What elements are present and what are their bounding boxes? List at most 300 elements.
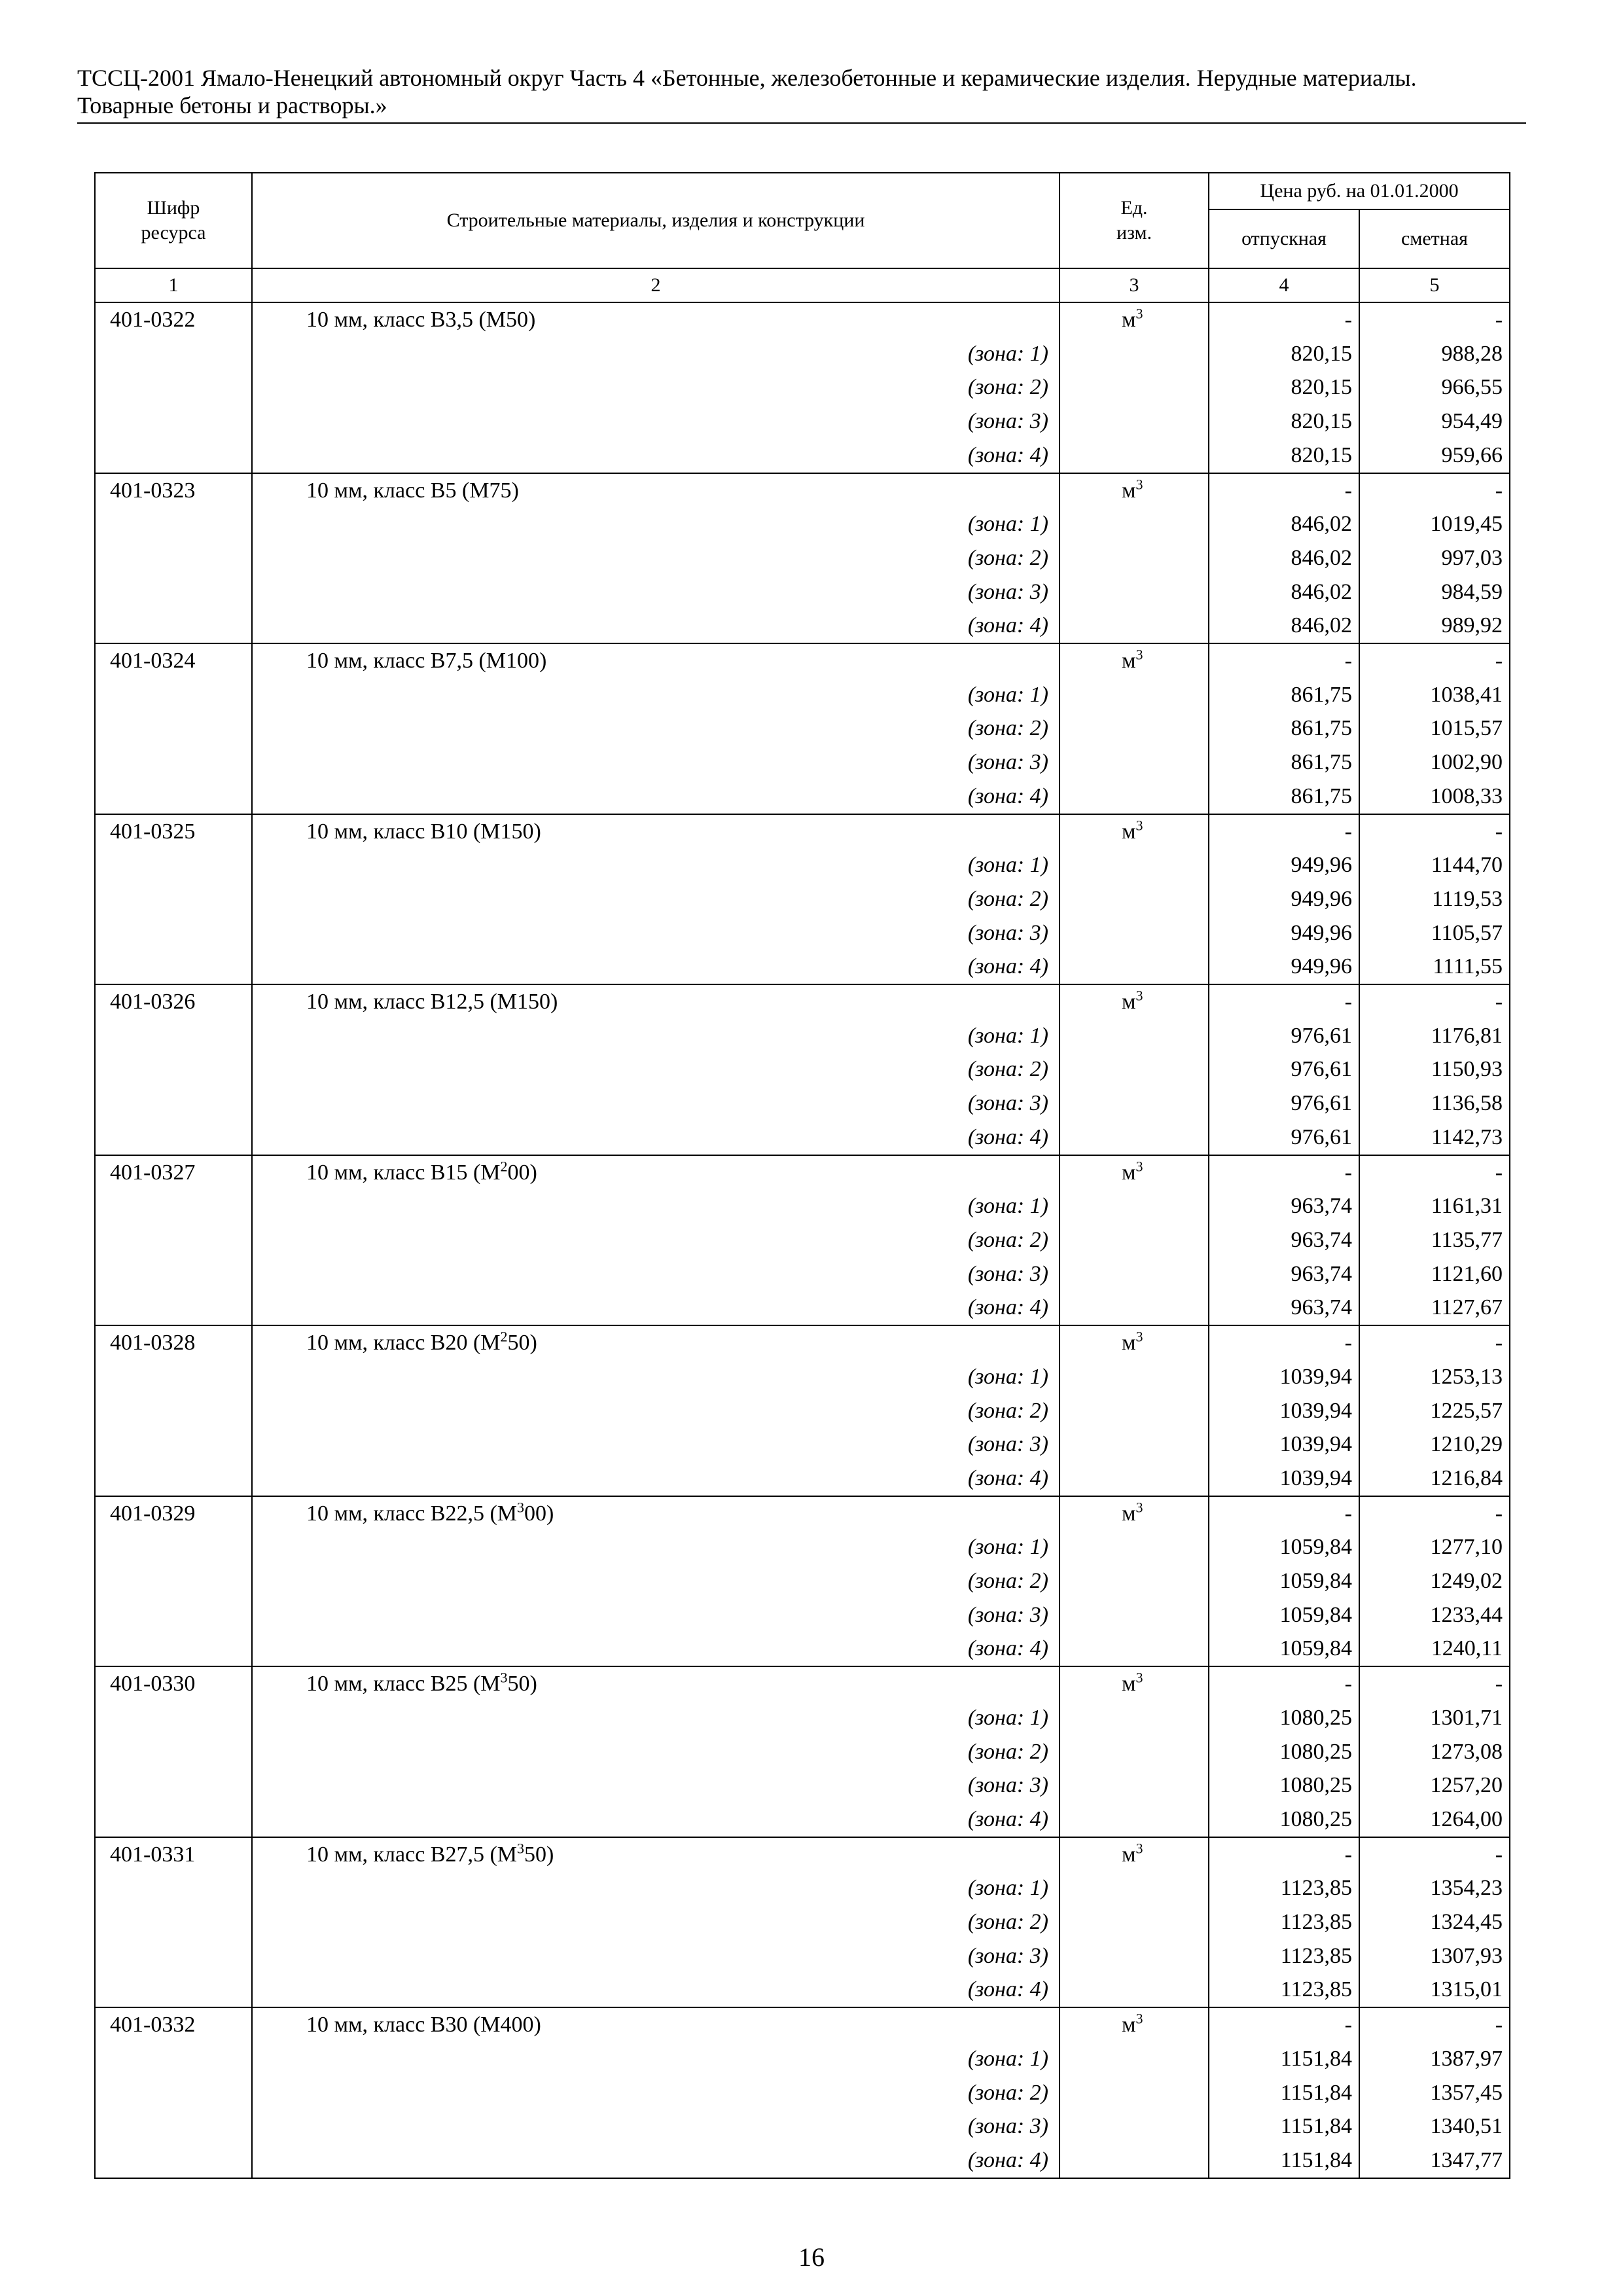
unit-cell: [1060, 984, 1209, 1019]
unit-empty: [1060, 337, 1209, 371]
unit-empty: [1060, 1973, 1209, 2007]
release-price: 1151,84: [1209, 2144, 1359, 2178]
zone-row: [95, 1121, 1510, 1155]
release-price: 1151,84: [1209, 2076, 1359, 2110]
release-price: 820,15: [1209, 439, 1359, 473]
resource-code-empty: [95, 1598, 252, 1632]
material-name: [252, 1837, 1060, 1872]
material-name-part: 50): [507, 1331, 537, 1355]
estimate-price: 1119,53: [1359, 882, 1510, 916]
zone-label: (зона: 2): [252, 1223, 1060, 1257]
zone-label: (зона: 3): [252, 575, 1060, 609]
release-price: 949,96: [1209, 950, 1359, 984]
zone-row: [95, 1086, 1510, 1121]
estimate-price: -: [1359, 1666, 1510, 1701]
zone-label: (зона: 3): [252, 1257, 1060, 1291]
resource-code: 401-0332: [95, 2007, 252, 2042]
zone-row: [95, 609, 1510, 643]
header-code-line2: ресурса: [141, 222, 206, 243]
zone-label: (зона: 2): [252, 1394, 1060, 1428]
material-name: 10 мм, класс В7,5 (М100): [252, 643, 1060, 678]
unit-empty: [1060, 1394, 1209, 1428]
zone-label: (зона: 4): [252, 780, 1060, 814]
release-price: -: [1209, 643, 1359, 678]
zone-row: [95, 1019, 1510, 1053]
zone-label: (зона: 2): [252, 1052, 1060, 1086]
zone-row: [95, 2109, 1510, 2144]
estimate-price: -: [1359, 1496, 1510, 1531]
release-price: 949,96: [1209, 848, 1359, 882]
release-price: 963,74: [1209, 1257, 1359, 1291]
estimate-price: 1354,23: [1359, 1871, 1510, 1905]
resource-code-empty: [95, 1360, 252, 1394]
unit-superscript: 3: [1135, 2010, 1143, 2027]
zone-row: [95, 2042, 1510, 2076]
resource-code-empty: [95, 1939, 252, 1973]
estimate-price: -: [1359, 302, 1510, 337]
zone-row: [95, 678, 1510, 712]
release-price: -: [1209, 2007, 1359, 2042]
resource-code: 401-0322: [95, 302, 252, 337]
resource-code: 401-0328: [95, 1325, 252, 1360]
unit-superscript: 3: [1135, 1158, 1143, 1175]
release-price: 820,15: [1209, 337, 1359, 371]
zone-row: [95, 1905, 1510, 1939]
table-row: [95, 643, 1510, 678]
zone-row: [95, 541, 1510, 575]
release-price: 861,75: [1209, 678, 1359, 712]
release-price: 1151,84: [1209, 2109, 1359, 2144]
resource-code: 401-0329: [95, 1496, 252, 1531]
resource-code-empty: [95, 1701, 252, 1735]
unit-empty: [1060, 1427, 1209, 1462]
resource-code-empty: [95, 1462, 252, 1496]
release-price: 846,02: [1209, 507, 1359, 541]
zone-row: [95, 337, 1510, 371]
zone-label: (зона: 2): [252, 541, 1060, 575]
release-price: 1123,85: [1209, 1871, 1359, 1905]
estimate-price: -: [1359, 984, 1510, 1019]
unit-cell: [1060, 473, 1209, 508]
estimate-price: 1240,11: [1359, 1632, 1510, 1666]
release-price: 949,96: [1209, 882, 1359, 916]
release-price: -: [1209, 814, 1359, 849]
unit-cell: [1060, 302, 1209, 337]
zone-row: [95, 1598, 1510, 1632]
resource-code-empty: [95, 1257, 252, 1291]
zone-label: (зона: 3): [252, 1598, 1060, 1632]
release-price: 976,61: [1209, 1121, 1359, 1155]
estimate-price: 1233,44: [1359, 1598, 1510, 1632]
table-row: [95, 473, 1510, 508]
zone-label: (зона: 4): [252, 1462, 1060, 1496]
release-price: 1080,25: [1209, 1735, 1359, 1769]
estimate-price: 1249,02: [1359, 1564, 1510, 1598]
table-row: [95, 1496, 1510, 1531]
zone-row: [95, 1871, 1510, 1905]
unit-empty: [1060, 1291, 1209, 1325]
resource-code-empty: [95, 950, 252, 984]
resource-code-empty: [95, 1735, 252, 1769]
release-price: 861,75: [1209, 711, 1359, 745]
resource-code-empty: [95, 1019, 252, 1053]
zone-label: (зона: 4): [252, 1973, 1060, 2007]
table-row: [95, 302, 1510, 337]
release-price: 1039,94: [1209, 1394, 1359, 1428]
zone-row: [95, 1462, 1510, 1496]
resource-code: 401-0323: [95, 473, 252, 508]
estimate-price: -: [1359, 2007, 1510, 2042]
release-price: -: [1209, 1496, 1359, 1531]
resource-code-empty: [95, 1223, 252, 1257]
zone-row: [95, 404, 1510, 439]
table-row: [95, 1325, 1510, 1360]
resource-code-empty: [95, 1121, 252, 1155]
resource-code-empty: [95, 609, 252, 643]
unit-empty: [1060, 2109, 1209, 2144]
unit-empty: [1060, 1121, 1209, 1155]
unit-value: м: [1122, 1331, 1136, 1355]
zone-row: [95, 780, 1510, 814]
unit-cell: [1060, 1496, 1209, 1531]
zone-row: [95, 1803, 1510, 1837]
release-price: 846,02: [1209, 541, 1359, 575]
zone-row: [95, 1973, 1510, 2007]
material-name-part: 00): [524, 1501, 554, 1526]
release-price: 963,74: [1209, 1291, 1359, 1325]
release-price: 1039,94: [1209, 1427, 1359, 1462]
header-release: отпускная: [1209, 209, 1359, 268]
document-header: [77, 64, 1526, 119]
unit-superscript: 3: [1135, 305, 1143, 322]
unit-empty: [1060, 404, 1209, 439]
unit-empty: [1060, 745, 1209, 780]
estimate-price: 1301,71: [1359, 1701, 1510, 1735]
estimate-price: 1210,29: [1359, 1427, 1510, 1462]
estimate-price: 954,49: [1359, 404, 1510, 439]
unit-empty: [1060, 2144, 1209, 2178]
zone-label: (зона: 3): [252, 1427, 1060, 1462]
unit-empty: [1060, 1564, 1209, 1598]
unit-value: м: [1122, 308, 1136, 332]
estimate-price: 997,03: [1359, 541, 1510, 575]
material-name: [252, 1496, 1060, 1531]
estimate-price: 1105,57: [1359, 916, 1510, 950]
release-price: 1123,85: [1209, 1973, 1359, 2007]
header-rule: [77, 122, 1526, 124]
unit-empty: [1060, 507, 1209, 541]
zone-label: (зона: 4): [252, 2144, 1060, 2178]
unit-empty: [1060, 1086, 1209, 1121]
estimate-price: 1257,20: [1359, 1768, 1510, 1803]
estimate-price: 1273,08: [1359, 1735, 1510, 1769]
release-price: 1059,84: [1209, 1564, 1359, 1598]
unit-empty: [1060, 950, 1209, 984]
unit-value: м: [1122, 819, 1136, 844]
material-name: [252, 1325, 1060, 1360]
material-name: 10 мм, класс В12,5 (М150): [252, 984, 1060, 1019]
unit-empty: [1060, 780, 1209, 814]
material-name: [252, 1666, 1060, 1701]
zone-label: (зона: 3): [252, 745, 1060, 780]
unit-value: м: [1122, 1160, 1136, 1185]
release-price: -: [1209, 1666, 1359, 1701]
material-name-part: 10 мм, класс В25 (М: [306, 1672, 501, 1696]
release-price: 1080,25: [1209, 1701, 1359, 1735]
unit-superscript: 3: [1135, 646, 1143, 663]
unit-empty: [1060, 1701, 1209, 1735]
table-row: [95, 1666, 1510, 1701]
header-unit-line2: изм.: [1116, 222, 1152, 243]
release-price: -: [1209, 984, 1359, 1019]
zone-label: (зона: 1): [252, 1360, 1060, 1394]
header-estimate: сметная: [1359, 209, 1510, 268]
zone-label: (зона: 2): [252, 1905, 1060, 1939]
zone-label: (зона: 1): [252, 2042, 1060, 2076]
unit-empty: [1060, 916, 1209, 950]
material-name-superscript: 3: [500, 1669, 508, 1686]
resource-code-empty: [95, 1871, 252, 1905]
unit-cell: [1060, 643, 1209, 678]
unit-empty: [1060, 1019, 1209, 1053]
zone-label: (зона: 3): [252, 1086, 1060, 1121]
resource-code-empty: [95, 1803, 252, 1837]
release-price: 846,02: [1209, 575, 1359, 609]
resource-code-empty: [95, 2076, 252, 2110]
zone-label: (зона: 4): [252, 950, 1060, 984]
release-price: 846,02: [1209, 609, 1359, 643]
resource-code-empty: [95, 1530, 252, 1564]
estimate-price: 1216,84: [1359, 1462, 1510, 1496]
column-number: 1: [95, 268, 252, 302]
zone-label: (зона: 1): [252, 1871, 1060, 1905]
zone-label: (зона: 3): [252, 404, 1060, 439]
resource-code: 401-0326: [95, 984, 252, 1019]
resource-code-empty: [95, 337, 252, 371]
estimate-price: 1176,81: [1359, 1019, 1510, 1053]
zone-row: [95, 1939, 1510, 1973]
estimate-price: 1264,00: [1359, 1803, 1510, 1837]
unit-cell: [1060, 2007, 1209, 2042]
estimate-price: 1142,73: [1359, 1121, 1510, 1155]
header-name: Строительные материалы, изделия и конструкции: [252, 173, 1060, 268]
unit-superscript: 3: [1135, 1328, 1143, 1345]
zone-label: (зона: 4): [252, 609, 1060, 643]
estimate-price: 1253,13: [1359, 1360, 1510, 1394]
column-number: 4: [1209, 268, 1359, 302]
unit-empty: [1060, 1905, 1209, 1939]
material-name: 10 мм, класс В30 (М400): [252, 2007, 1060, 2042]
zone-label: (зона: 4): [252, 1632, 1060, 1666]
table-row: [95, 984, 1510, 1019]
unit-empty: [1060, 711, 1209, 745]
unit-cell: [1060, 1666, 1209, 1701]
material-name: 10 мм, класс В3,5 (М50): [252, 302, 1060, 337]
estimate-price: 1008,33: [1359, 780, 1510, 814]
estimate-price: 984,59: [1359, 575, 1510, 609]
table-row: [95, 1155, 1510, 1190]
material-name-part: 00): [507, 1160, 537, 1185]
zone-label: (зона: 1): [252, 1019, 1060, 1053]
release-price: -: [1209, 302, 1359, 337]
zone-row: [95, 1530, 1510, 1564]
release-price: 976,61: [1209, 1019, 1359, 1053]
resource-code-empty: [95, 1086, 252, 1121]
zone-label: (зона: 1): [252, 1701, 1060, 1735]
zone-label: (зона: 3): [252, 916, 1060, 950]
material-name: 10 мм, класс В10 (М150): [252, 814, 1060, 849]
estimate-price: -: [1359, 814, 1510, 849]
zone-label: (зона: 4): [252, 1803, 1060, 1837]
column-number: 3: [1060, 268, 1209, 302]
zone-label: (зона: 1): [252, 507, 1060, 541]
resource-code-empty: [95, 541, 252, 575]
estimate-price: -: [1359, 1155, 1510, 1190]
release-price: 1039,94: [1209, 1360, 1359, 1394]
release-price: 820,15: [1209, 404, 1359, 439]
unit-value: м: [1122, 1672, 1136, 1696]
resource-code-empty: [95, 1632, 252, 1666]
unit-superscript: 3: [1135, 987, 1143, 1004]
unit-value: м: [1122, 478, 1136, 503]
resource-code: 401-0330: [95, 1666, 252, 1701]
release-price: 1151,84: [1209, 2042, 1359, 2076]
unit-empty: [1060, 1462, 1209, 1496]
material-name-part: 10 мм, класс В27,5 (М: [306, 1842, 518, 1867]
release-price: 861,75: [1209, 780, 1359, 814]
zone-row: [95, 1701, 1510, 1735]
estimate-price: 1002,90: [1359, 745, 1510, 780]
unit-empty: [1060, 882, 1209, 916]
estimate-price: 1347,77: [1359, 2144, 1510, 2178]
estimate-price: 1340,51: [1359, 2109, 1510, 2144]
resource-code-empty: [95, 1291, 252, 1325]
zone-label: (зона: 1): [252, 848, 1060, 882]
unit-superscript: 3: [1135, 1669, 1143, 1686]
resource-code-empty: [95, 1768, 252, 1803]
resource-code-empty: [95, 848, 252, 882]
header-line-1: ТССЦ-2001 Ямало-Ненецкий автономный округ Часть 4 «Бетонные, железобетонные и керамические изделия. Нерудные материалы.: [77, 65, 1417, 91]
unit-empty: [1060, 1360, 1209, 1394]
release-price: 1080,25: [1209, 1768, 1359, 1803]
resource-code: 401-0331: [95, 1837, 252, 1872]
unit-empty: [1060, 1871, 1209, 1905]
resource-code-empty: [95, 916, 252, 950]
unit-empty: [1060, 1189, 1209, 1223]
resource-code-empty: [95, 1394, 252, 1428]
unit-empty: [1060, 541, 1209, 575]
zone-row: [95, 1768, 1510, 1803]
unit-value: м: [1122, 1501, 1136, 1526]
zone-row: [95, 2076, 1510, 2110]
unit-cell: [1060, 814, 1209, 849]
resource-code-empty: [95, 575, 252, 609]
zone-row: [95, 1735, 1510, 1769]
unit-empty: [1060, 2042, 1209, 2076]
estimate-price: 966,55: [1359, 370, 1510, 404]
unit-empty: [1060, 1803, 1209, 1837]
estimate-price: 1315,01: [1359, 1973, 1510, 2007]
resource-code-empty: [95, 882, 252, 916]
estimate-price: 1135,77: [1359, 1223, 1510, 1257]
zone-row: [95, 507, 1510, 541]
release-price: 861,75: [1209, 745, 1359, 780]
zone-row: [95, 1427, 1510, 1462]
release-price: 963,74: [1209, 1189, 1359, 1223]
table-row: [95, 814, 1510, 849]
zone-label: (зона: 2): [252, 711, 1060, 745]
resource-code: 401-0327: [95, 1155, 252, 1190]
estimate-price: 1150,93: [1359, 1052, 1510, 1086]
unit-cell: [1060, 1155, 1209, 1190]
resource-code-empty: [95, 2109, 252, 2144]
material-name-superscript: 2: [500, 1158, 508, 1175]
unit-empty: [1060, 1939, 1209, 1973]
resource-code-empty: [95, 711, 252, 745]
zone-row: [95, 1632, 1510, 1666]
unit-empty: [1060, 1735, 1209, 1769]
unit-superscript: 3: [1135, 1499, 1143, 1516]
header-unit: [1060, 173, 1209, 268]
release-price: 963,74: [1209, 1223, 1359, 1257]
unit-empty: [1060, 1257, 1209, 1291]
resource-code-empty: [95, 1189, 252, 1223]
estimate-price: 1121,60: [1359, 1257, 1510, 1291]
unit-empty: [1060, 848, 1209, 882]
zone-row: [95, 1564, 1510, 1598]
zone-row: [95, 1052, 1510, 1086]
resource-code-empty: [95, 370, 252, 404]
zone-label: (зона: 1): [252, 337, 1060, 371]
unit-superscript: 3: [1135, 817, 1143, 834]
header-code-line1: Шифр: [147, 197, 200, 219]
unit-empty: [1060, 575, 1209, 609]
material-name-part: 10 мм, класс В15 (М: [306, 1160, 501, 1185]
resource-code: 401-0325: [95, 814, 252, 849]
zone-label: (зона: 2): [252, 2076, 1060, 2110]
resource-code-empty: [95, 2144, 252, 2178]
estimate-price: 1161,31: [1359, 1189, 1510, 1223]
estimate-price: 989,92: [1359, 609, 1510, 643]
unit-value: м: [1122, 2013, 1136, 2037]
zone-row: [95, 916, 1510, 950]
release-price: 1059,84: [1209, 1632, 1359, 1666]
estimate-price: 988,28: [1359, 337, 1510, 371]
estimate-price: 1307,93: [1359, 1939, 1510, 1973]
zone-label: (зона: 2): [252, 370, 1060, 404]
table-row: [95, 2007, 1510, 2042]
material-name-superscript: 3: [517, 1840, 525, 1857]
estimate-price: 1111,55: [1359, 950, 1510, 984]
release-price: 1059,84: [1209, 1530, 1359, 1564]
unit-empty: [1060, 1530, 1209, 1564]
estimate-price: 1225,57: [1359, 1394, 1510, 1428]
unit-empty: [1060, 1598, 1209, 1632]
header-price: Цена руб. на 01.01.2000: [1209, 173, 1510, 209]
page-number: 16: [798, 2242, 825, 2272]
resource-code-empty: [95, 439, 252, 473]
release-price: 976,61: [1209, 1052, 1359, 1086]
zone-row: [95, 1223, 1510, 1257]
estimate-price: -: [1359, 1325, 1510, 1360]
estimate-price: 1127,67: [1359, 1291, 1510, 1325]
unit-empty: [1060, 1223, 1209, 1257]
material-name-superscript: 3: [517, 1499, 525, 1516]
header-line-2: Товарные бетоны и растворы.»: [77, 92, 387, 118]
zone-row: [95, 1189, 1510, 1223]
release-price: 1039,94: [1209, 1462, 1359, 1496]
resource-code-empty: [95, 1052, 252, 1086]
